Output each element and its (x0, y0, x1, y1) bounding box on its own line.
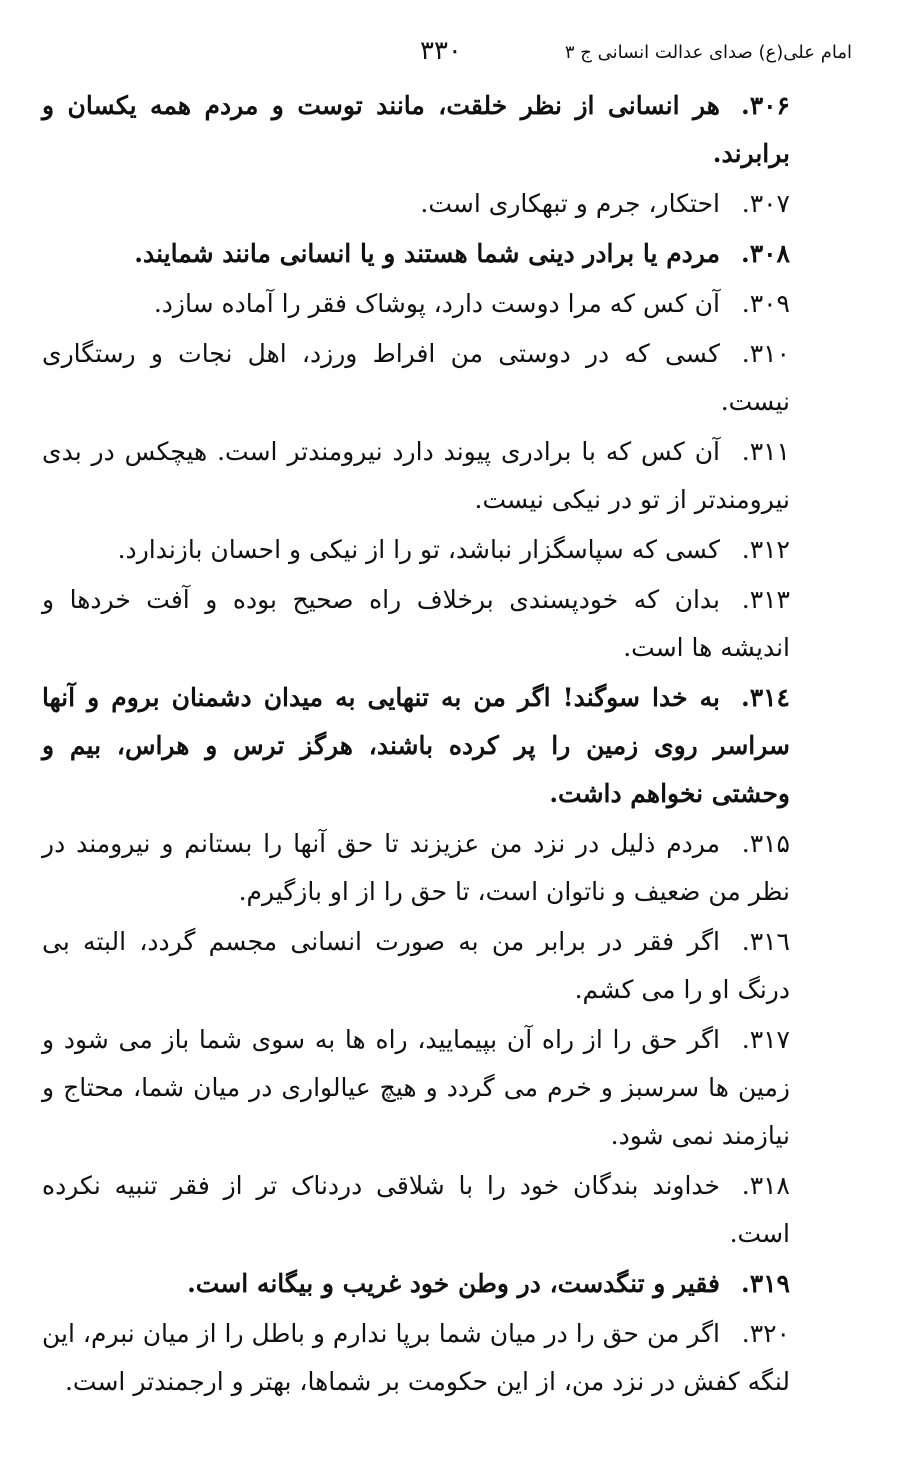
list-item (42, 428, 790, 524)
item-number: ۳۰۶. (740, 91, 790, 120)
item-text: اگر من حق را در میان شما برپا ندارم و باطل را از میان نبرم، این لنگه کفش در نزد من، از این حکومت بر شماها، بهتر و ارجمندتر است. (42, 1319, 790, 1396)
item-text: به خدا سوگند! اگر من به تنهایی به میدان دشمنان بروم و آنها سراسر روی زمین را پر کرده باشند، هرگز ترس و هراس، بیم و وحشتی نخواهم داشت. (42, 683, 790, 808)
item-text: هر انسانی از نظر خلقت، مانند توست و مردم همه یکسان و برابرند. (42, 91, 790, 168)
list-item (42, 82, 790, 178)
item-number: ۳۱۱. (741, 437, 790, 466)
item-number: ۳۰۹. (741, 289, 790, 318)
list-item (42, 1162, 790, 1258)
item-number: ۳۱٤. (740, 683, 790, 712)
item-text: آن کس که با برادری پیوند دارد نیرومندتر است. هیچکس در بدی نیرومندتر از تو در نیکی نیست. (42, 437, 790, 514)
item-number: ۳۱۸. (741, 1171, 790, 1200)
item-text: فقیر و تنگدست، در وطن خود غریب و بیگانه است. (187, 1269, 720, 1298)
item-text: اگر فقر در برابر من به صورت انسانی مجسم گردد، البته بی درنگ او را می کشم. (42, 927, 790, 1004)
item-text: مردم یا برادر دینی شما هستند و یا انسانی مانند شمایند. (134, 239, 720, 268)
item-number: ۳۱٦. (741, 927, 790, 956)
item-text: آن کس که مرا دوست دارد، پوشاک فقر را آماده سازد. (153, 289, 720, 318)
list-item (42, 230, 790, 278)
item-number: ۳۱۰. (741, 339, 790, 368)
item-number: ۳۱۷. (741, 1025, 790, 1054)
item-text: کسی که در دوستی من افراط ورزد، اهل نجات و رستگاری نیست. (42, 339, 790, 416)
running-title: امام علی(ع) صدای عدالت انسانی ج ۳ (564, 42, 852, 63)
list-item (42, 674, 790, 818)
list-item (42, 918, 790, 1014)
item-number: ۳۰۷. (741, 189, 790, 218)
item-number: ۳۱۵. (741, 829, 790, 858)
body-text (42, 82, 790, 1408)
item-text: خداوند بندگان خود را با شلاقی دردناک تر از فقر تنبیه نکرده است. (42, 1171, 790, 1248)
list-item (42, 280, 790, 328)
item-number: ۳۱۲. (741, 535, 790, 564)
page-header (40, 38, 852, 78)
item-text: اگر حق را از راه آن بپیمایید، راه ها به سوی شما باز می شود و زمین ها سرسبز و خرم می گردد و هیچ عیالواری در میان شما، محتاج و نیازمند نمی شود. (42, 1025, 790, 1150)
list-item (42, 180, 790, 228)
list-item (42, 330, 790, 426)
page-number: ۳۳۰ (420, 36, 462, 66)
list-item (42, 1310, 790, 1406)
item-text: بدان که خودپسندی برخلاف راه صحیح بوده و آفت خردها و اندیشه ها است. (42, 585, 790, 662)
list-item (42, 576, 790, 672)
list-item (42, 820, 790, 916)
list-item (42, 1016, 790, 1160)
item-number: ۳۱۳. (741, 585, 790, 614)
item-number: ۳۰۸. (740, 239, 790, 268)
list-item (42, 526, 790, 574)
list-item (42, 1260, 790, 1308)
item-number: ۳۲۰. (741, 1319, 790, 1348)
item-number: ۳۱۹. (740, 1269, 790, 1298)
item-text: مردم ذلیل در نزد من عزیزند تا حق آنها را بستانم و نیرومند در نظر من ضعیف و ناتوان است، تا حق را از او بازگیرم. (42, 829, 790, 906)
item-text: کسی که سپاسگزار نباشد، تو را از نیکی و احسان بازندارد. (117, 535, 720, 564)
item-text: احتکار، جرم و تبهکاری است. (420, 189, 720, 218)
